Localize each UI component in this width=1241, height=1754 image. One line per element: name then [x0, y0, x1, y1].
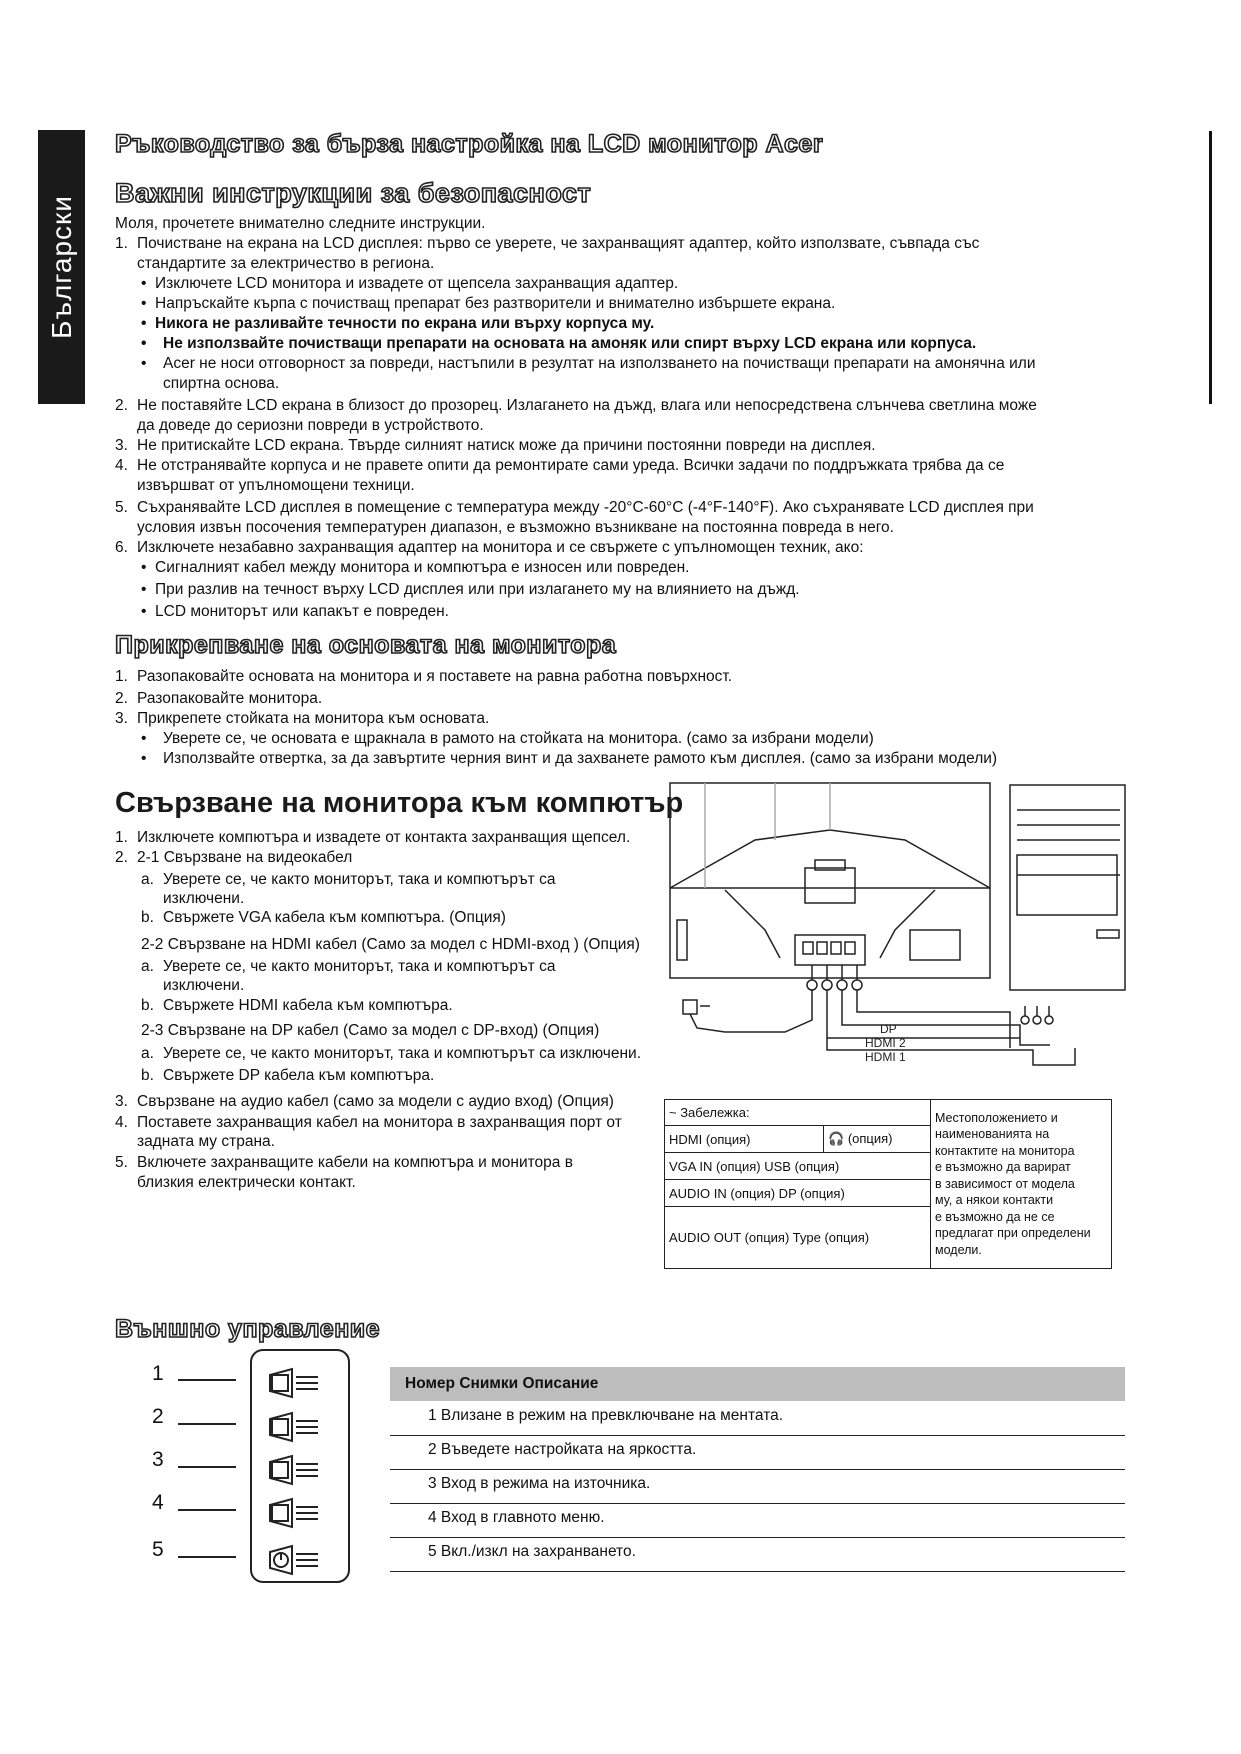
connect-step-2-2: 2-2 Свързване на HDMI кабел (Само за модел с HDMI-вход ) (Опция)	[141, 936, 640, 953]
connect-step-1: Изключете компютъра и извадете от контакта захранващия щепсел.	[137, 829, 631, 846]
safety-bullet: Acer не носи отговорност за повреди, настъпили в резултат на използването на почистващи препарати на амонячна или	[163, 355, 1036, 372]
safety-bullet-cont: спиртна основа.	[163, 375, 280, 392]
base-step: Разопаковайте монитора.	[137, 690, 323, 707]
note-side-text: Местоположението и наименованията на контактите на монитора е възможно да варират в зависимост от модела му, а някои контакти е възможно да не се предлагат при определени модели.	[931, 1100, 1112, 1269]
safety-heading: Важни инструкции за безопасност	[115, 178, 592, 208]
control-table-header	[390, 1367, 1125, 1401]
connect-sub-a: Уверете се, че както мониторът, така и компютърът са	[163, 958, 556, 975]
connect-sub-a-cont: изключени.	[163, 977, 245, 994]
connect-step-4: Поставете захранващия кабел на монитора в захранващия порт от	[137, 1114, 622, 1131]
base-step: Разопаковайте основата на монитора и я поставете на равна работна повърхност.	[137, 668, 733, 685]
hdmi1-label: HDMI 1	[865, 1050, 906, 1064]
base-bullet: Уверете се, че основата е щракнала в рамото на стойката на монитора. (само за избрани модели)	[163, 730, 874, 747]
connect-step-3: Свързване на аудио кабел (само за модели с аудио вход) (Опция)	[137, 1093, 614, 1110]
document-title: Ръководство за бърза настройка на LCD монитор Acer	[115, 130, 824, 158]
button-2-icon	[270, 1413, 318, 1441]
safety-bullet: LCD мониторът или капакът е повреден.	[155, 603, 449, 620]
stand-mount	[805, 868, 855, 903]
connect-sub-b: Свържете DP кабела към компютъра.	[163, 1067, 435, 1084]
safety-bullet: Сигналният кабел между монитора и компютъра е износен или повреден.	[155, 559, 690, 576]
control-row: 4 Вход в главното меню.	[390, 1503, 1125, 1538]
safety-bullet-bold: Никога не разливайте течности по екрана или върху корпуса му.	[155, 315, 655, 332]
safety-item-4-cont: извършват от упълномощени техници.	[137, 477, 415, 494]
connect-sub-a: Уверете се, че както мониторът, така и компютърът са	[163, 871, 556, 888]
safety-item-1-num: 1.	[115, 235, 128, 252]
safety-item-5: Съхранявайте LCD дисплея в помещение с температура между -20°C-60°C (-4°F-140°F). Ако съхранявате LCD дисплея при	[137, 499, 1034, 516]
connect-step-2-3: 2-3 Свързване на DP кабел (Само за модел с DP-вход) (Опция)	[141, 1022, 600, 1039]
control-row: 3 Вход в режима на източника.	[390, 1469, 1125, 1504]
note-audio-out-type: AUDIO OUT (опция) Type (опция)	[665, 1207, 931, 1269]
control-table-header-label: Номер Снимки Описание	[405, 1375, 599, 1392]
connect-step-4-cont: задната му страна.	[137, 1133, 275, 1150]
safety-bullet: Напръскайте кърпа с почистващ препарат без разтворители и внимателно избършете екрана.	[155, 295, 836, 312]
note-table	[664, 1099, 1112, 1269]
base-bullet: Използвайте отвертка, за да завъртите черния винт и да захванете рамото към дисплея. (само за избрани модели)	[163, 750, 998, 767]
language-tab-label: Български	[45, 195, 77, 339]
power-button-icon	[270, 1546, 318, 1574]
safety-item-1-cont: стандартите за електричество в региона.	[137, 255, 435, 272]
connect-sub-b: Свържете VGA кабела към компютъра. (Опция)	[163, 909, 506, 926]
control-row: 2 Въведете настройката на яркостта.	[390, 1435, 1125, 1470]
button-number: 2	[152, 1405, 164, 1428]
connect-heading: Свързване на монитора към компютър	[115, 787, 684, 819]
button-3-icon	[270, 1456, 318, 1484]
connect-step-2-1: 2-1 Свързване на видеокабел	[137, 849, 353, 866]
right-margin-rule	[1209, 131, 1212, 404]
base-step: Прикрепете стойката на монитора към основата.	[137, 710, 490, 727]
note-audio-in-dp: AUDIO IN (опция) DP (опция)	[665, 1180, 931, 1207]
dp-label: DP	[880, 1022, 897, 1036]
safety-item-4: Не отстранявайте корпуса и не правете опити да ремонтирате сами уреда. Всички задачи по поддръжката трябва да се	[137, 457, 1005, 474]
note-hdmi: HDMI (опция)	[665, 1126, 824, 1153]
connect-step-5-cont: близкия електрически контакт.	[137, 1174, 356, 1191]
note-vga-usb: VGA IN (опция) USB (опция)	[665, 1153, 931, 1180]
safety-item-2-cont: да доведе до сериозни повреди в устройството.	[137, 417, 484, 434]
button-number: 5	[152, 1538, 164, 1561]
safety-bullet: Изключете LCD монитора и извадете от щепсела захранващия адаптер.	[155, 275, 679, 292]
headphone-icon: 🎧	[828, 1131, 845, 1146]
power-adapter-icon	[683, 1000, 697, 1014]
button-number: 3	[152, 1448, 164, 1471]
safety-intro: Моля, прочетете внимателно следните инструкции.	[115, 215, 486, 232]
connect-sub-a: Уверете се, че както мониторът, така и компютърът са изключени.	[163, 1045, 642, 1062]
safety-item-5-cont: условия извън посочения температурен диапазон, е възможно възникване на постоянна повреда в него.	[137, 519, 894, 536]
control-row: 1 Влизане в режим на превключване на ментата.	[390, 1401, 1125, 1436]
connect-sub-b: Свържете HDMI кабела към компютъра.	[163, 997, 453, 1014]
external-heading: Външно управление	[115, 1315, 381, 1343]
control-buttons-illustration	[248, 1347, 353, 1587]
pc-tower	[1010, 785, 1125, 990]
base-heading: Прикрепване на основата на монитора	[115, 631, 617, 659]
note-title: ~ Забележка:	[665, 1100, 931, 1126]
safety-item-3: Не притискайте LCD екрана. Твърде силният натиск може да причини постоянни повреди на дисплея.	[137, 437, 876, 454]
side-buttons	[677, 920, 687, 960]
safety-item-6: Изключете незабавно захранващия адаптер на монитора и се свържете с упълномощен техник, ако:	[137, 539, 864, 556]
language-tab	[38, 130, 85, 404]
connect-sub-a-cont: изключени.	[163, 890, 245, 907]
note-headphone: 🎧 (опция)	[824, 1126, 931, 1153]
button-number: 1	[152, 1362, 164, 1385]
button-number: 4	[152, 1491, 164, 1514]
safety-bullet-bold: Не използвайте почистващи препарати на основата на амоняк или спирт върху LCD екрана или корпуса.	[163, 335, 977, 352]
safety-item-2: Не поставяйте LCD екрана в близост до прозорец. Излагането на дъжд, влага или непосредствена слънчева светлина може	[137, 397, 1037, 414]
connect-step-5: Включете захранващите кабели на компютъра и монитора в	[137, 1154, 573, 1171]
hdmi2-label: HDMI 2	[865, 1036, 906, 1050]
button-4-icon	[270, 1499, 318, 1527]
safety-item-1: Почистване на екрана на LCD дисплея: първо се уверете, че захранващият адаптер, който използвате, съвпада със	[137, 235, 980, 252]
button-1-icon	[270, 1369, 318, 1397]
safety-bullet: При разлив на течност върху LCD дисплея или при излагането му на влиянието на дъжд.	[155, 581, 800, 598]
control-row: 5 Вкл./изкл на захранването.	[390, 1537, 1125, 1572]
connection-diagram	[665, 780, 1135, 1100]
